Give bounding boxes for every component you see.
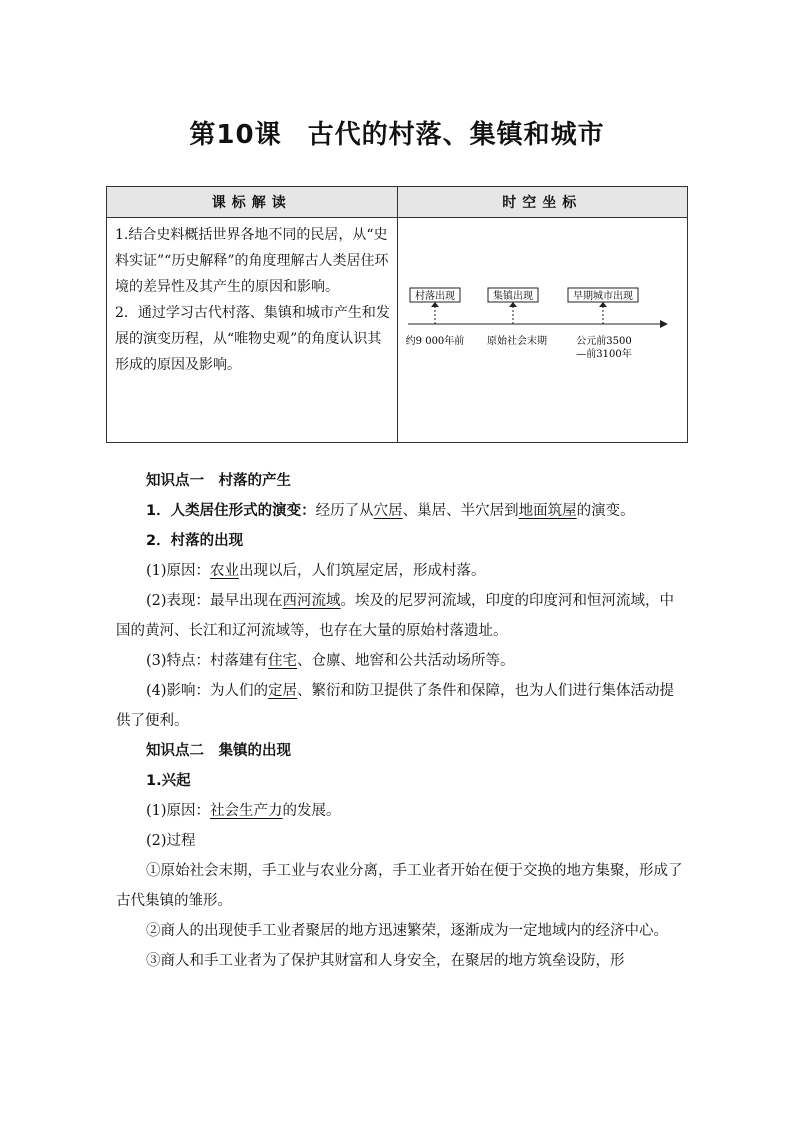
section-heading-2: 知识点二 集镇的出现 [146, 743, 291, 759]
standard-item-1: 1.结合史料概括世界各地不同的民居，从“史料实证”“历史解释”的角度理解古人类居住环境的差异性及其产生的原因和影响。 [115, 227, 389, 295]
timeline-arrow-icon [660, 320, 668, 328]
lesson-number: 第10课 [189, 120, 282, 150]
right-header: 时空坐标 [397, 187, 688, 218]
timeline-diagram [398, 218, 670, 438]
paragraph: (2)过程 [146, 833, 196, 849]
standards-table [106, 186, 688, 443]
paragraph: (4)影响：为人们的定居、繁衍和防卫提供了条件和保障，也为人们进行集体活动提供了便利。 [116, 683, 675, 729]
left-header: 课标解读 [107, 187, 398, 218]
event-time-3b: —前3100年 [575, 349, 632, 360]
paragraph: (1)原因：社会生产力的发展。 [146, 803, 341, 819]
standard-item-2: 2．通过学习古代村落、集镇和城市产生和发展的演变历程，从“唯物史观”的角度认识其形成的原因及影响。 [115, 305, 390, 373]
event-arrow-icon-2 [509, 302, 517, 307]
event-label-2: 集镇出现 [492, 291, 533, 302]
paragraph: (3)特点：村落建有住宅、仓廪、地窖和公共活动场所等。 [146, 653, 515, 669]
paragraph: 1．人类居住形式的演变：经历了从穴居、巢居、半穴居到地面筑屋的演变。 [146, 503, 635, 519]
page-title [0, 114, 794, 151]
paragraph: ③商人和手工业者为了保护其财富和人身安全，在聚居的地方筑垒设防，形 [146, 953, 625, 969]
paragraph: ②商人的出现使手工业者聚居的地方迅速繁荣，逐渐成为一定地域内的经济中心。 [146, 923, 668, 939]
event-arrow-icon-3 [599, 302, 607, 307]
subheading: 1.兴起 [146, 773, 191, 789]
event-time-1: 约9 000年前 [405, 336, 464, 347]
event-time-2: 原始社会末期 [486, 336, 547, 347]
subheading: 2．村落的出现 [146, 533, 244, 549]
event-label-3: 早期城市出现 [572, 291, 633, 302]
main-content [116, 466, 684, 976]
paragraph: (1)原因：农业出现以后，人们筑屋定居，形成村落。 [146, 563, 486, 579]
lesson-name: 古代的村落、集镇和城市 [307, 120, 605, 150]
standards-text [107, 218, 398, 443]
event-label-1: 村落出现 [414, 291, 455, 302]
timeline-cell [397, 218, 688, 443]
paragraph: ①原始社会末期，手工业与农业分离，手工业者开始在便于交换的地方集聚，形成了古代集镇的雏形。 [116, 863, 683, 909]
paragraph: (2)表现：最早出现在西河流域。埃及的尼罗河流域，印度的印度河和恒河流域，中国的黄河、长江和辽河流域等，也存在大量的原始村落遗址。 [116, 593, 675, 639]
section-heading-1: 知识点一 村落的产生 [146, 473, 291, 489]
event-time-3: 公元前3500 [575, 336, 632, 347]
event-arrow-icon-1 [431, 302, 439, 307]
